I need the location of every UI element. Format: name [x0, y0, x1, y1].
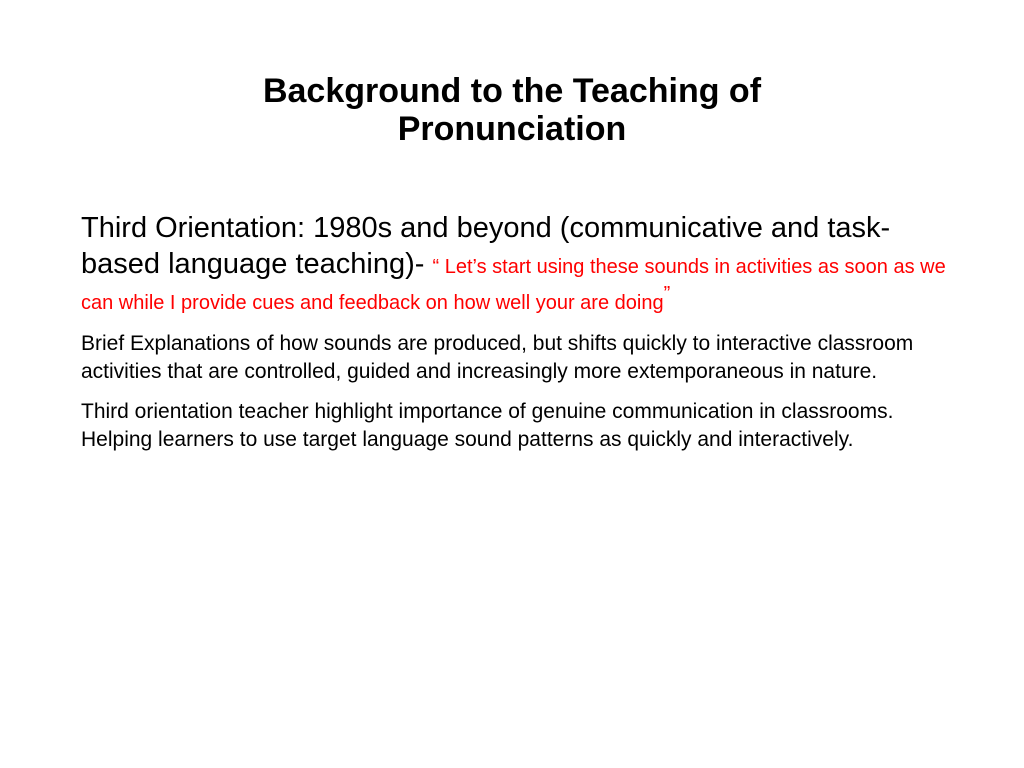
explanation-paragraph: Brief Explanations of how sounds are produced, but shifts quickly to interactive classroom activities that are controlled, guided and increasingly more extemporaneous in nature. [81, 332, 914, 383]
third-orientation-text: Third Orientation: 1980s and beyond (communicative and task-based language teaching)- [81, 212, 891, 280]
quote-open-mark: “ [432, 256, 445, 278]
communication-paragraph [81, 398, 961, 454]
third-orientation-paragraph [81, 210, 961, 318]
slide-title-line-2: Pronunciation [397, 110, 627, 148]
teacher-quote: Let’s start using these sounds in activities as soon as we can while I provide cues and feedback on how well your are doing [81, 256, 946, 314]
slide-title [0, 72, 1024, 148]
quote-close-mark: ” [663, 283, 671, 305]
communication-line-1: Third orientation teacher highlight importance of genuine communication in classrooms. [81, 400, 894, 423]
slide-body [81, 210, 961, 466]
communication-line-2: Helping learners to use target language sound patterns as quickly and interactively. [81, 428, 854, 451]
slide-title-line-1: Background to the Teaching of [262, 72, 762, 110]
